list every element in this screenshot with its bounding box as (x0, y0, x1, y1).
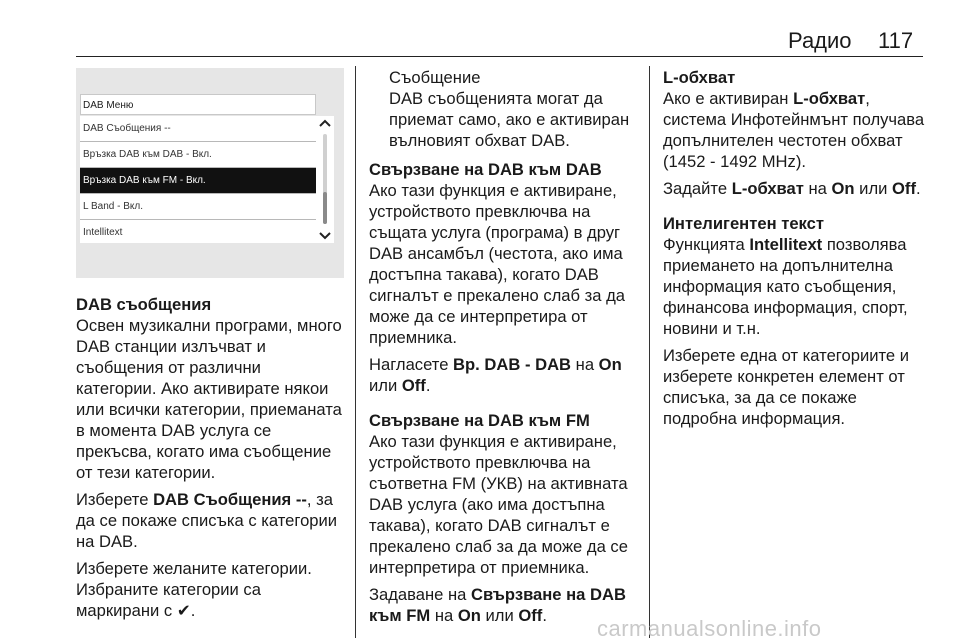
column-divider-2 (649, 66, 650, 638)
text: Функцията (663, 235, 750, 254)
menu-item-dab-messages[interactable]: DAB Съобщения -- (80, 116, 316, 142)
checkmark-icon: ✔ (176, 601, 191, 620)
page-number: 117 (878, 28, 914, 53)
text: или (480, 606, 519, 625)
option-on: On (831, 179, 855, 198)
paragraph-dab-to-fm: Ако тази функция е активиране, устройството превключва на съответна FM (УКВ) на активната DAB услуга (ако има достъпна такава), когато DAB сигналът е прекалено слаб за да може да се интерпретира от приемника. (369, 432, 628, 577)
menu-reference: Intellitext (749, 235, 823, 254)
text: . (542, 606, 547, 625)
text: или (369, 376, 402, 395)
text: Изберете желаните категории. Избраните категории са маркирани с (76, 559, 312, 620)
text: на (803, 179, 832, 198)
section-l-band (663, 67, 931, 199)
paragraph-dab-to-dab-setting (369, 354, 637, 396)
section-intellitext (663, 213, 931, 429)
menu-item-l-band[interactable]: L Band - Вкл. (80, 194, 316, 220)
text: на (571, 355, 599, 374)
option-on: On (457, 606, 481, 625)
option-off: Off (518, 606, 543, 625)
watermark: carmanualsonline.info (597, 616, 822, 641)
section-heading-dab-messages: DAB съобщения (76, 295, 212, 314)
menu-list (80, 116, 316, 243)
section-heading-intellitext: Интелигентен текст (663, 214, 824, 233)
paragraph-intellitext-select: Изберете една от категориите и изберете конкретен елемент от списъка, за да се покаже подробна информация. (663, 346, 910, 428)
menu-item-dab-to-fm[interactable]: Връзка DAB към FM - Вкл. (80, 168, 316, 194)
paragraph-select-messages (76, 489, 344, 552)
menu-item-intellitext[interactable]: Intellitext (83, 227, 123, 238)
menu-reference: Вр. DAB - DAB (453, 355, 572, 374)
text: . (190, 601, 196, 620)
section-heading-dab-to-dab: Свързване на DAB към DAB (369, 160, 602, 179)
text: на (430, 606, 458, 625)
text: Нагласете (369, 355, 454, 374)
text: или (854, 179, 893, 198)
menu-reference: DAB Съобщения -- (153, 490, 307, 509)
dab-menu-screenshot (76, 68, 344, 278)
paragraph-dab-to-dab: Ако тази функция е активиране, устройството превключва на същата услуга (програма) в друг DAB ансамбъл (честота, ако има достъпна такава), когато DAB сигналът е прекалено слаб за да може да се интерпретира от приемника. (369, 181, 626, 347)
note-block (369, 67, 637, 151)
column-3 (663, 67, 931, 443)
chevron-up-icon[interactable] (318, 118, 332, 128)
menu-title: DAB Меню (80, 94, 316, 115)
column-2 (369, 67, 637, 640)
column-divider-1 (355, 66, 356, 638)
text: , за да се покаже списъка с категории на DAB. (76, 490, 338, 551)
menu-item-dab-to-dab[interactable]: Връзка DAB към DAB - Вкл. (80, 142, 316, 168)
note-heading: Съобщение (389, 68, 481, 87)
paragraph-l-band-setting (663, 178, 931, 199)
option-off: Off (892, 179, 916, 198)
section-dab-to-fm (369, 410, 637, 626)
paragraph-select-categories (76, 558, 344, 621)
paragraph-dab-intro: Освен музикални програми, много DAB станции излъчват и съобщения от различни категории. Ако активирате някои или всички категории, приеманата в момента DAB услуга се прекъсва, когато има съобщение от тези категории. (76, 316, 342, 482)
text: . (425, 376, 431, 395)
option-on: On (598, 355, 622, 374)
text: Задайте (663, 179, 732, 198)
menu-scrollbar[interactable] (316, 116, 334, 243)
text: , система Инфотейнмънт получава допълнителен честотен обхват (1452 - 1492 MHz). (663, 89, 925, 171)
text: . (915, 179, 921, 198)
text: Задаване на (369, 585, 472, 604)
menu-reference: L-обхват (793, 89, 866, 108)
text: позволява приемането на допълнителна информация като съобщения, финансова информация, спорт, новини и т.н. (663, 235, 908, 338)
option-off: Off (401, 376, 426, 395)
menu-reference: Свързване на DAB към FM (369, 585, 626, 625)
paragraph-l-band (663, 88, 931, 172)
page-header-title: Радио (788, 28, 852, 53)
section-dab-to-dab (369, 159, 637, 396)
section-heading-dab-to-fm: Свързване на DAB към FM (369, 411, 590, 430)
text: Ако е активиран (663, 89, 794, 108)
paragraph-intellitext (663, 234, 931, 339)
scrollbar-track (323, 134, 327, 224)
menu-reference: L-обхват (731, 179, 804, 198)
chevron-down-icon[interactable] (318, 231, 332, 241)
section-heading-l-band: L-обхват (663, 68, 736, 87)
text: Изберете (76, 490, 154, 509)
scrollbar-thumb[interactable] (323, 192, 327, 224)
column-1 (76, 294, 344, 627)
header-rule (76, 56, 923, 57)
note-text: DAB съобщенията могат да приемат само, ако е активиран вълновият обхват DAB. (389, 89, 630, 150)
